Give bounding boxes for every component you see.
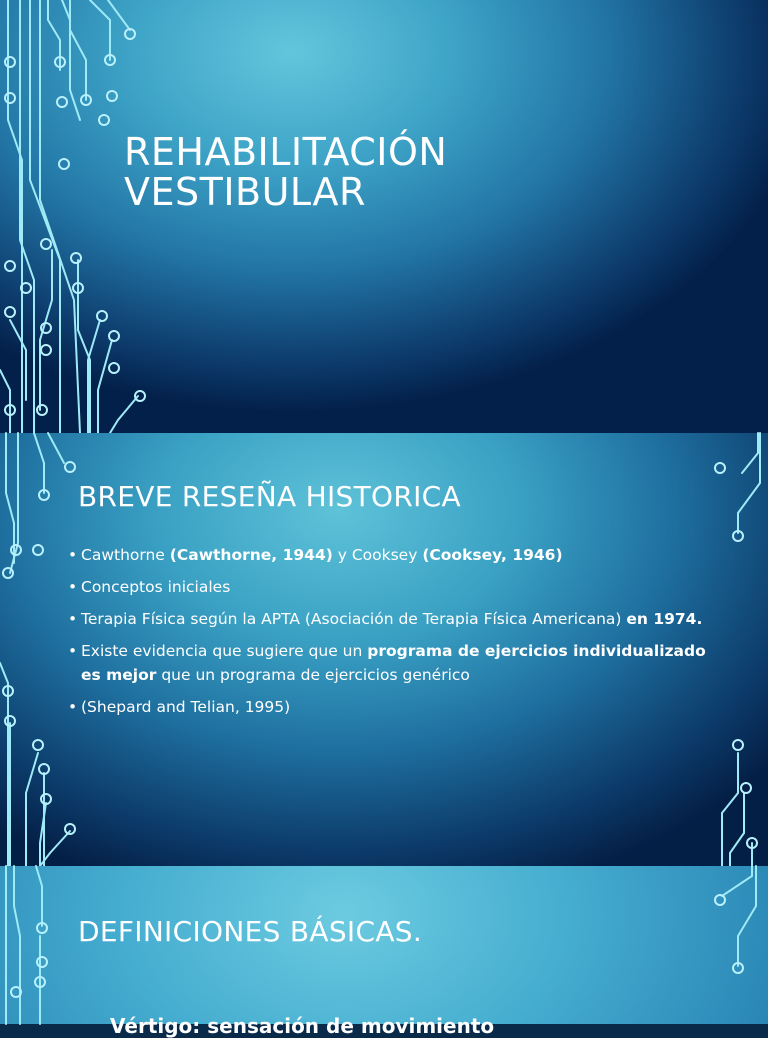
bullet-bold: (Cooksey, 1946) [422, 546, 563, 564]
bullet-text: Terapia Física según la APTA (Asociación de Terapia Física Americana) [81, 610, 627, 628]
list-item [68, 695, 708, 719]
list-item [68, 607, 708, 631]
title-line-1: REHABILITACIÓN [124, 130, 448, 174]
bullet-bold: (Cawthorne, 1944) [169, 546, 333, 564]
bullet-list [68, 543, 708, 727]
bullet-text: Cawthorne [81, 546, 170, 564]
slide-heading: BREVE RESEÑA HISTORICA [78, 480, 461, 513]
bullet-text: (Shepard and Telian, 1995) [81, 698, 291, 716]
presentation-title [124, 132, 447, 212]
list-item [68, 639, 708, 687]
slide-history [0, 433, 768, 866]
bullet-text: Conceptos iniciales [81, 578, 231, 596]
bullet-text: Existe evidencia que sugiere que un [81, 642, 368, 660]
partial-definition-text: Vértigo: sensación de movimiento [110, 1014, 495, 1038]
list-item [68, 543, 708, 567]
title-line-2: VESTIBULAR [124, 170, 366, 214]
slide-definitions [0, 866, 768, 1038]
slide-background [0, 0, 768, 433]
slide-title [0, 0, 768, 433]
bullet-bold: en 1974. [626, 610, 703, 628]
slide-heading: DEFINICIONES BÁSICAS. [78, 915, 423, 948]
bullet-text: y Cooksey [332, 546, 423, 564]
bullet-bold: programa de ejercicios individualizado es mejor [81, 642, 706, 684]
bullet-text: que un programa de ejercicios genérico [156, 666, 470, 684]
list-item [68, 575, 708, 599]
